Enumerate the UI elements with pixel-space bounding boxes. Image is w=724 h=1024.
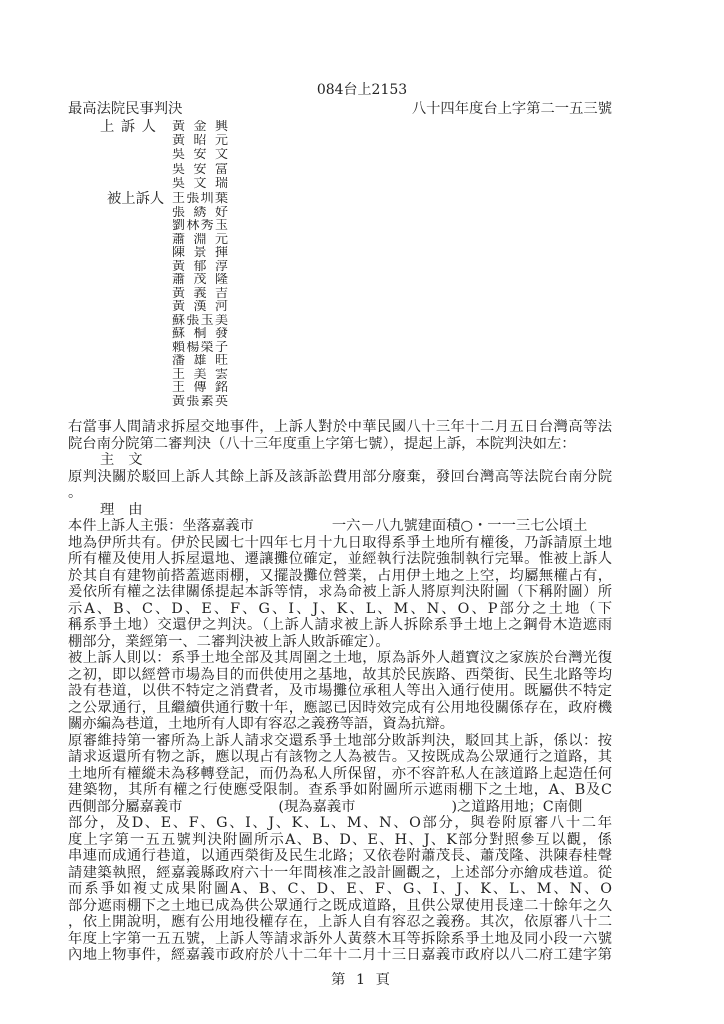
- appellant-name: 黃金興: [172, 120, 228, 134]
- main-text-line: 原判決關於駁回上訴人其餘上訴及該訴訟費用部分廢棄，發回台灣高等法院台南分院: [68, 468, 612, 485]
- judgment-body: [68, 419, 612, 964]
- reason-line: 部分，及D、E、F、G、I、J、K、L、M、N、O部分，與卷附原審八十二年: [68, 815, 612, 831]
- respondent-name: 蕭淵元: [172, 232, 228, 246]
- reason-line: 稱系爭土地）交還伊之判決。（上訴人請求被上訴人拆除系爭土地上之鋼骨木造遮雨: [68, 617, 612, 633]
- reason-line-segment: 一六－八九號建面積○・一一三七公頃土: [331, 518, 588, 534]
- main-text-line: 。: [68, 485, 83, 501]
- respondent-name: 黃張素英: [172, 394, 228, 408]
- reasons-section: [68, 518, 612, 964]
- reason-line-segment: (現為嘉義市: [278, 798, 356, 815]
- reason-line: 示A、B、C、D、E、F、G、I、J、K、L、M、N、O、P部分之土地（下: [68, 600, 612, 617]
- main-heading: 主文: [100, 452, 157, 468]
- reason-line: 設有巷道，以供不特定之消費者，及市場攤位承租人等出入通行使用。既屬供不特定: [68, 683, 612, 699]
- respondent-name: 劉林秀玉: [172, 219, 228, 233]
- intro-line: 院台南分院第二審判決（八十三年度重上字第七號），提起上訴，本院判決如左：: [68, 435, 576, 452]
- reason-line: 之初，即以經營市場為目的而供使用之基地，故其於民族路、西榮街、民生北路等均: [68, 666, 612, 683]
- reason-line: 請建築執照，經嘉義縣政府六十一年間核准之設計圖觀之，上述部分亦繪成巷道。從: [68, 864, 612, 881]
- respondents-label: 被上訴人: [107, 191, 165, 207]
- reason-line: 所有權及使用人拆屋還地、遷讓攤位確定，並經執行法院強制執行完畢。惟被上訴人: [68, 551, 612, 567]
- appellant-name: 吳文瑞: [172, 176, 228, 191]
- reason-line-with-redaction: [68, 799, 612, 816]
- reason-line: 度上字第一五五號判決附圖所示A、B、D、E、H、J、K部分對照參互以觀，係: [68, 831, 612, 848]
- respondent-name: 蘇桐發: [172, 327, 228, 341]
- reason-line-segment: )之道路用地；C南側: [451, 798, 583, 815]
- respondent-name: 王傳銘: [172, 381, 228, 395]
- reason-line-segment: 本件上訴人主張：坐落嘉義市: [68, 518, 254, 534]
- reason-line-with-redaction: [68, 518, 612, 535]
- respondent-name: 黃郁淳: [172, 259, 228, 273]
- respondent-name: 黃漢河: [172, 300, 228, 314]
- intro-line: 右當事人間請求拆屋交地事件，上訴人對於中華民國八十三年十二月五日台灣高等法: [68, 419, 612, 435]
- appellant-names: [172, 120, 228, 191]
- respondent-names: [172, 192, 228, 408]
- appellant-name: 吳安富: [172, 162, 228, 177]
- appellant-name: 吳安文: [172, 148, 228, 163]
- reason-line: 之公眾通行，且繼續供通行數十年，應認已因時效完成有公用地役關係存在，政府機: [68, 699, 612, 716]
- reason-line: 地為伊所共有。伊於民國七十四年七月十九日取得系爭土地所有權後，乃訴請原土地: [68, 534, 612, 551]
- reason-line: 土地所有權縱未為移轉登記，而仍為私人所保留，亦不容許私人在該道路上起造任何: [68, 765, 612, 782]
- respondent-name: 張綉好: [172, 205, 228, 219]
- reason-line: 而系爭如複丈成果附圖A、B、C、D、E、F、G、I、J、K、L、M、N、O: [68, 881, 612, 897]
- respondent-name: 蘇張玉美: [172, 313, 228, 327]
- respondent-name: 蕭茂隆: [172, 273, 228, 287]
- respondent-name: 王美雲: [172, 367, 228, 381]
- appellant-name: 黃昭元: [172, 134, 228, 149]
- reason-line: 被上訴人則以：系爭土地全部及其周圍之土地，原為訴外人趙寶汶之家族於台灣光復: [68, 650, 612, 666]
- respondent-name: 王張圳葉: [172, 192, 228, 206]
- reason-line: 請求返還所有物之訴，應以現占有該物之人為被告。又按既成為公眾通行之道路，其: [68, 749, 612, 765]
- reason-line: 關亦編為巷道，土地所有人即有容忍之義務等語，資為抗辯。: [68, 716, 455, 732]
- reason-line: 原審維持第一審所為上訴人請求交還系爭土地部分敗訴判決，駁回其上訴，係以：按: [68, 732, 612, 749]
- reason-line: 年度上字第一五五號，上訴人等請求訴外人黃蔡木耳等拆除系爭土地及同小段一六號: [68, 930, 612, 947]
- court-title: 最高法院民事判決: [68, 101, 183, 117]
- reason-line: 串連而成通行巷道，以通西榮街及民生北路；又依卷附蕭茂長、蕭茂隆、洪陳春桂聲: [68, 848, 612, 864]
- page-number: 第 1 頁: [331, 972, 393, 988]
- reason-line: 於其自有建物前搭蓋遮雨棚，又擺設攤位營業，占用伊土地之上空，均屬無權占有，: [68, 567, 612, 584]
- case-number: 084台上2153: [316, 82, 408, 98]
- reason-line: 內地上物事件，經嘉義市政府於八十二年十二月十三日嘉義市政府以八二府工建字第: [68, 947, 612, 963]
- respondent-name: 黃義吉: [172, 286, 228, 300]
- reason-line-segment: 西側部分屬嘉義市: [68, 798, 183, 815]
- respondent-name: 賴楊榮子: [172, 340, 228, 354]
- reason-line: ，依上開說明，應有公用地役權存在，上訴人自有容忍之義務。其次，依原審八十二: [68, 914, 612, 930]
- document-number: 八十四年度台上字第二一五三號: [411, 101, 612, 117]
- respondent-name: 潘雄旺: [172, 354, 228, 368]
- reason-line: 爰依所有權之法律關係提起本訴等情，求為命被上訴人將原判決附圖（下稱附圖）所: [68, 584, 612, 600]
- reason-line: 部分遮雨棚下之土地已成為供公眾通行之既成道路，且供公眾使用長達二十餘年之久: [68, 897, 612, 914]
- appellants-label: 上 訴 人: [100, 119, 157, 135]
- reason-heading: 理由: [100, 501, 157, 518]
- reason-line: 棚部分，業經第一、二審判決被上訴人敗訴確定）。: [68, 633, 390, 650]
- reason-line: 建築物，其所有權之行使應受限制。查系爭如附圖所示遮雨棚下之土地，A、B及C: [68, 782, 612, 798]
- respondent-name: 陳景揮: [172, 246, 228, 260]
